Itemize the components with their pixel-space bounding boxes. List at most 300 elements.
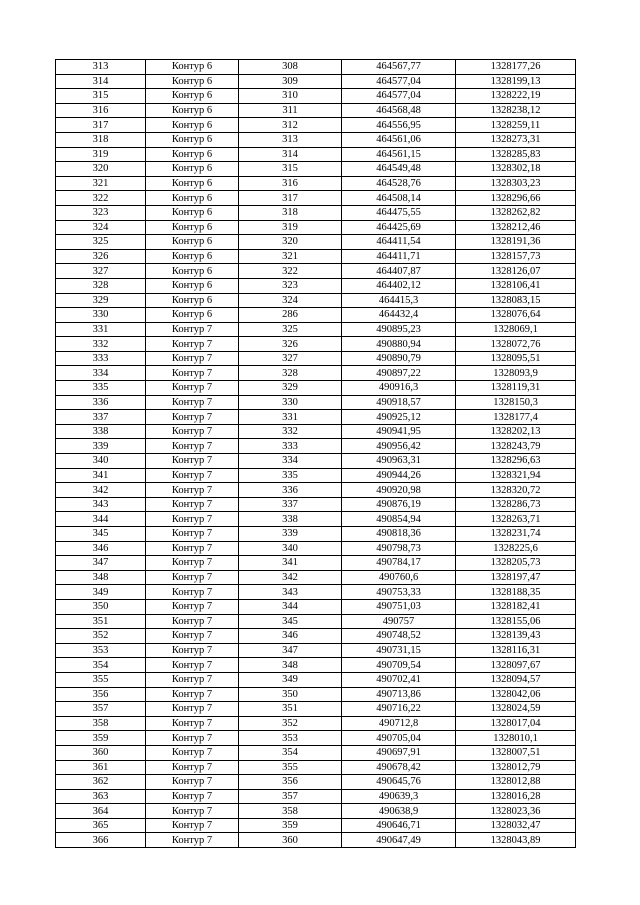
row-number-cell: 354 — [56, 658, 146, 673]
y-coordinate-cell: 1328106,41 — [456, 278, 576, 293]
row-number-cell: 340 — [56, 454, 146, 469]
row-number-cell: 339 — [56, 439, 146, 454]
row-number-cell: 325 — [56, 235, 146, 250]
row-number-cell: 333 — [56, 351, 146, 366]
table-row — [56, 818, 576, 833]
x-coordinate-cell: 464407,87 — [342, 264, 456, 279]
table-row — [56, 410, 576, 425]
x-coordinate-cell: 464508,14 — [342, 191, 456, 206]
row-number-cell: 334 — [56, 366, 146, 381]
point-number-cell: 309 — [239, 74, 342, 89]
y-coordinate-cell: 1328225,6 — [456, 541, 576, 556]
x-coordinate-cell: 490818,36 — [342, 527, 456, 542]
row-number-cell: 357 — [56, 702, 146, 717]
y-coordinate-cell: 1328116,31 — [456, 643, 576, 658]
point-number-cell: 327 — [239, 351, 342, 366]
table-row — [56, 687, 576, 702]
x-coordinate-cell: 464577,04 — [342, 89, 456, 104]
row-number-cell: 352 — [56, 629, 146, 644]
row-number-cell: 324 — [56, 220, 146, 235]
y-coordinate-cell: 1328072,76 — [456, 337, 576, 352]
y-coordinate-cell: 1328095,51 — [456, 351, 576, 366]
contour-name-cell: Контур 7 — [146, 745, 239, 760]
x-coordinate-cell: 464549,48 — [342, 162, 456, 177]
contour-name-cell: Контур 6 — [146, 176, 239, 191]
point-number-cell: 329 — [239, 381, 342, 396]
row-number-cell: 318 — [56, 132, 146, 147]
x-coordinate-cell: 490709,54 — [342, 658, 456, 673]
table-row — [56, 205, 576, 220]
x-coordinate-cell: 464425,69 — [342, 220, 456, 235]
point-number-cell: 344 — [239, 599, 342, 614]
row-number-cell: 362 — [56, 775, 146, 790]
contour-name-cell: Контур 6 — [146, 147, 239, 162]
table-row — [56, 585, 576, 600]
y-coordinate-cell: 1328150,3 — [456, 395, 576, 410]
row-number-cell: 342 — [56, 483, 146, 498]
row-number-cell: 327 — [56, 264, 146, 279]
y-coordinate-cell: 1328286,73 — [456, 497, 576, 512]
x-coordinate-cell: 464567,77 — [342, 60, 456, 75]
coordinates-table — [55, 59, 576, 848]
point-number-cell: 353 — [239, 731, 342, 746]
contour-name-cell: Контур 7 — [146, 454, 239, 469]
point-number-cell: 314 — [239, 147, 342, 162]
y-coordinate-cell: 1328016,28 — [456, 789, 576, 804]
y-coordinate-cell: 1328007,51 — [456, 745, 576, 760]
y-coordinate-cell: 1328010,1 — [456, 731, 576, 746]
contour-name-cell: Контур 7 — [146, 789, 239, 804]
contour-name-cell: Контур 7 — [146, 439, 239, 454]
contour-name-cell: Контур 7 — [146, 468, 239, 483]
contour-name-cell: Контур 7 — [146, 381, 239, 396]
table-row — [56, 278, 576, 293]
point-number-cell: 345 — [239, 614, 342, 629]
row-number-cell: 351 — [56, 614, 146, 629]
table-row — [56, 599, 576, 614]
y-coordinate-cell: 1328302,18 — [456, 162, 576, 177]
y-coordinate-cell: 1328012,88 — [456, 775, 576, 790]
point-number-cell: 312 — [239, 118, 342, 133]
y-coordinate-cell: 1328263,71 — [456, 512, 576, 527]
table-row — [56, 162, 576, 177]
point-number-cell: 332 — [239, 424, 342, 439]
x-coordinate-cell: 490784,17 — [342, 556, 456, 571]
point-number-cell: 360 — [239, 833, 342, 848]
y-coordinate-cell: 1328321,94 — [456, 468, 576, 483]
point-number-cell: 350 — [239, 687, 342, 702]
x-coordinate-cell: 464415,3 — [342, 293, 456, 308]
x-coordinate-cell: 490880,94 — [342, 337, 456, 352]
point-number-cell: 335 — [239, 468, 342, 483]
table-row — [56, 439, 576, 454]
y-coordinate-cell: 1328177,26 — [456, 60, 576, 75]
table-row — [56, 322, 576, 337]
point-number-cell: 323 — [239, 278, 342, 293]
y-coordinate-cell: 1328259,11 — [456, 118, 576, 133]
y-coordinate-cell: 1328043,89 — [456, 833, 576, 848]
contour-name-cell: Контур 7 — [146, 512, 239, 527]
x-coordinate-cell: 490918,57 — [342, 395, 456, 410]
contour-name-cell: Контур 6 — [146, 162, 239, 177]
y-coordinate-cell: 1328238,12 — [456, 103, 576, 118]
table-row — [56, 658, 576, 673]
y-coordinate-cell: 1328094,57 — [456, 672, 576, 687]
table-row — [56, 264, 576, 279]
x-coordinate-cell: 490638,9 — [342, 804, 456, 819]
point-number-cell: 320 — [239, 235, 342, 250]
contour-name-cell: Контур 6 — [146, 132, 239, 147]
x-coordinate-cell: 490920,98 — [342, 483, 456, 498]
point-number-cell: 313 — [239, 132, 342, 147]
point-number-cell: 331 — [239, 410, 342, 425]
x-coordinate-cell: 490963,31 — [342, 454, 456, 469]
x-coordinate-cell: 464432,4 — [342, 308, 456, 323]
point-number-cell: 352 — [239, 716, 342, 731]
row-number-cell: 337 — [56, 410, 146, 425]
contour-name-cell: Контур 6 — [146, 103, 239, 118]
x-coordinate-cell: 490753,33 — [342, 585, 456, 600]
x-coordinate-cell: 464402,12 — [342, 278, 456, 293]
table-row — [56, 60, 576, 75]
y-coordinate-cell: 1328296,66 — [456, 191, 576, 206]
point-number-cell: 318 — [239, 205, 342, 220]
contour-name-cell: Контур 6 — [146, 60, 239, 75]
table-row — [56, 220, 576, 235]
point-number-cell: 340 — [239, 541, 342, 556]
row-number-cell: 332 — [56, 337, 146, 352]
row-number-cell: 326 — [56, 249, 146, 264]
x-coordinate-cell: 464411,71 — [342, 249, 456, 264]
point-number-cell: 349 — [239, 672, 342, 687]
contour-name-cell: Контур 6 — [146, 249, 239, 264]
row-number-cell: 361 — [56, 760, 146, 775]
row-number-cell: 347 — [56, 556, 146, 571]
point-number-cell: 319 — [239, 220, 342, 235]
point-number-cell: 338 — [239, 512, 342, 527]
y-coordinate-cell: 1328093,9 — [456, 366, 576, 381]
y-coordinate-cell: 1328296,63 — [456, 454, 576, 469]
contour-name-cell: Контур 7 — [146, 643, 239, 658]
table-row — [56, 454, 576, 469]
row-number-cell: 356 — [56, 687, 146, 702]
coordinates-table-body — [56, 60, 576, 848]
table-row — [56, 643, 576, 658]
contour-name-cell: Контур 7 — [146, 702, 239, 717]
y-coordinate-cell: 1328157,73 — [456, 249, 576, 264]
contour-name-cell: Контур 7 — [146, 687, 239, 702]
table-row — [56, 833, 576, 848]
x-coordinate-cell: 490639,3 — [342, 789, 456, 804]
point-number-cell: 357 — [239, 789, 342, 804]
contour-name-cell: Контур 7 — [146, 599, 239, 614]
contour-name-cell: Контур 6 — [146, 205, 239, 220]
point-number-cell: 308 — [239, 60, 342, 75]
y-coordinate-cell: 1328197,47 — [456, 570, 576, 585]
point-number-cell: 359 — [239, 818, 342, 833]
x-coordinate-cell: 490713,86 — [342, 687, 456, 702]
table-row — [56, 381, 576, 396]
row-number-cell: 322 — [56, 191, 146, 206]
row-number-cell: 335 — [56, 381, 146, 396]
contour-name-cell: Контур 7 — [146, 351, 239, 366]
point-number-cell: 330 — [239, 395, 342, 410]
y-coordinate-cell: 1328024,59 — [456, 702, 576, 717]
y-coordinate-cell: 1328119,31 — [456, 381, 576, 396]
contour-name-cell: Контур 6 — [146, 264, 239, 279]
contour-name-cell: Контур 7 — [146, 410, 239, 425]
point-number-cell: 336 — [239, 483, 342, 498]
contour-name-cell: Контур 7 — [146, 483, 239, 498]
point-number-cell: 334 — [239, 454, 342, 469]
x-coordinate-cell: 490925,12 — [342, 410, 456, 425]
table-row — [56, 308, 576, 323]
point-number-cell: 354 — [239, 745, 342, 760]
row-number-cell: 355 — [56, 672, 146, 687]
x-coordinate-cell: 464577,04 — [342, 74, 456, 89]
contour-name-cell: Контур 7 — [146, 322, 239, 337]
x-coordinate-cell: 490916,3 — [342, 381, 456, 396]
point-number-cell: 358 — [239, 804, 342, 819]
y-coordinate-cell: 1328303,23 — [456, 176, 576, 191]
point-number-cell: 321 — [239, 249, 342, 264]
row-number-cell: 313 — [56, 60, 146, 75]
table-row — [56, 395, 576, 410]
table-row — [56, 702, 576, 717]
x-coordinate-cell: 490716,22 — [342, 702, 456, 717]
y-coordinate-cell: 1328076,64 — [456, 308, 576, 323]
table-row — [56, 74, 576, 89]
table-row — [56, 570, 576, 585]
table-row — [56, 235, 576, 250]
contour-name-cell: Контур 7 — [146, 585, 239, 600]
point-number-cell: 339 — [239, 527, 342, 542]
point-number-cell: 316 — [239, 176, 342, 191]
contour-name-cell: Контур 6 — [146, 308, 239, 323]
point-number-cell: 328 — [239, 366, 342, 381]
point-number-cell: 322 — [239, 264, 342, 279]
x-coordinate-cell: 490697,91 — [342, 745, 456, 760]
contour-name-cell: Контур 6 — [146, 191, 239, 206]
row-number-cell: 315 — [56, 89, 146, 104]
table-row — [56, 541, 576, 556]
row-number-cell: 343 — [56, 497, 146, 512]
row-number-cell: 344 — [56, 512, 146, 527]
x-coordinate-cell: 490897,22 — [342, 366, 456, 381]
x-coordinate-cell: 490712,8 — [342, 716, 456, 731]
x-coordinate-cell: 490760,6 — [342, 570, 456, 585]
x-coordinate-cell: 490944,26 — [342, 468, 456, 483]
y-coordinate-cell: 1328023,36 — [456, 804, 576, 819]
point-number-cell: 347 — [239, 643, 342, 658]
x-coordinate-cell: 464475,55 — [342, 205, 456, 220]
y-coordinate-cell: 1328042,06 — [456, 687, 576, 702]
y-coordinate-cell: 1328083,15 — [456, 293, 576, 308]
point-number-cell: 325 — [239, 322, 342, 337]
contour-name-cell: Контур 6 — [146, 220, 239, 235]
table-row — [56, 497, 576, 512]
row-number-cell: 314 — [56, 74, 146, 89]
table-row — [56, 614, 576, 629]
table-row — [56, 89, 576, 104]
x-coordinate-cell: 490941,95 — [342, 424, 456, 439]
y-coordinate-cell: 1328231,74 — [456, 527, 576, 542]
table-row — [56, 249, 576, 264]
y-coordinate-cell: 1328285,83 — [456, 147, 576, 162]
x-coordinate-cell: 490702,41 — [342, 672, 456, 687]
point-number-cell: 310 — [239, 89, 342, 104]
row-number-cell: 341 — [56, 468, 146, 483]
contour-name-cell: Контур 6 — [146, 89, 239, 104]
contour-name-cell: Контур 6 — [146, 235, 239, 250]
contour-name-cell: Контур 7 — [146, 731, 239, 746]
table-row — [56, 672, 576, 687]
contour-name-cell: Контур 7 — [146, 614, 239, 629]
x-coordinate-cell: 490678,42 — [342, 760, 456, 775]
x-coordinate-cell: 490646,71 — [342, 818, 456, 833]
table-row — [56, 731, 576, 746]
x-coordinate-cell: 490645,76 — [342, 775, 456, 790]
y-coordinate-cell: 1328191,36 — [456, 235, 576, 250]
row-number-cell: 364 — [56, 804, 146, 819]
point-number-cell: 337 — [239, 497, 342, 512]
x-coordinate-cell: 490731,15 — [342, 643, 456, 658]
point-number-cell: 324 — [239, 293, 342, 308]
table-row — [56, 351, 576, 366]
table-row — [56, 468, 576, 483]
row-number-cell: 331 — [56, 322, 146, 337]
point-number-cell: 346 — [239, 629, 342, 644]
x-coordinate-cell: 464561,06 — [342, 132, 456, 147]
table-row — [56, 483, 576, 498]
y-coordinate-cell: 1328012,79 — [456, 760, 576, 775]
table-row — [56, 512, 576, 527]
point-number-cell: 348 — [239, 658, 342, 673]
x-coordinate-cell: 490705,04 — [342, 731, 456, 746]
table-row — [56, 424, 576, 439]
x-coordinate-cell: 464568,48 — [342, 103, 456, 118]
y-coordinate-cell: 1328205,73 — [456, 556, 576, 571]
contour-name-cell: Контур 7 — [146, 366, 239, 381]
contour-name-cell: Контур 7 — [146, 556, 239, 571]
row-number-cell: 353 — [56, 643, 146, 658]
table-row — [56, 556, 576, 571]
table-row — [56, 191, 576, 206]
y-coordinate-cell: 1328320,72 — [456, 483, 576, 498]
x-coordinate-cell: 490647,49 — [342, 833, 456, 848]
y-coordinate-cell: 1328097,67 — [456, 658, 576, 673]
table-row — [56, 132, 576, 147]
point-number-cell: 342 — [239, 570, 342, 585]
x-coordinate-cell: 490956,42 — [342, 439, 456, 454]
table-row — [56, 629, 576, 644]
row-number-cell: 321 — [56, 176, 146, 191]
contour-name-cell: Контур 6 — [146, 118, 239, 133]
contour-name-cell: Контур 7 — [146, 629, 239, 644]
point-number-cell: 343 — [239, 585, 342, 600]
contour-name-cell: Контур 7 — [146, 716, 239, 731]
y-coordinate-cell: 1328212,46 — [456, 220, 576, 235]
point-number-cell: 317 — [239, 191, 342, 206]
contour-name-cell: Контур 7 — [146, 818, 239, 833]
row-number-cell: 350 — [56, 599, 146, 614]
row-number-cell: 336 — [56, 395, 146, 410]
x-coordinate-cell: 490798,73 — [342, 541, 456, 556]
row-number-cell: 338 — [56, 424, 146, 439]
contour-name-cell: Контур 7 — [146, 672, 239, 687]
point-number-cell: 355 — [239, 760, 342, 775]
contour-name-cell: Контур 7 — [146, 804, 239, 819]
row-number-cell: 349 — [56, 585, 146, 600]
row-number-cell: 317 — [56, 118, 146, 133]
x-coordinate-cell: 490876,19 — [342, 497, 456, 512]
x-coordinate-cell: 490748,52 — [342, 629, 456, 644]
row-number-cell: 345 — [56, 527, 146, 542]
point-number-cell: 315 — [239, 162, 342, 177]
table-row — [56, 760, 576, 775]
contour-name-cell: Контур 6 — [146, 74, 239, 89]
contour-name-cell: Контур 7 — [146, 658, 239, 673]
y-coordinate-cell: 1328139,43 — [456, 629, 576, 644]
x-coordinate-cell: 490895,23 — [342, 322, 456, 337]
row-number-cell: 323 — [56, 205, 146, 220]
x-coordinate-cell: 464411,54 — [342, 235, 456, 250]
contour-name-cell: Контур 7 — [146, 395, 239, 410]
contour-name-cell: Контур 6 — [146, 293, 239, 308]
row-number-cell: 328 — [56, 278, 146, 293]
y-coordinate-cell: 1328017,04 — [456, 716, 576, 731]
table-row — [56, 527, 576, 542]
x-coordinate-cell: 464556,95 — [342, 118, 456, 133]
row-number-cell: 366 — [56, 833, 146, 848]
contour-name-cell: Контур 7 — [146, 527, 239, 542]
y-coordinate-cell: 1328262,82 — [456, 205, 576, 220]
y-coordinate-cell: 1328222,19 — [456, 89, 576, 104]
table-row — [56, 103, 576, 118]
y-coordinate-cell: 1328188,35 — [456, 585, 576, 600]
contour-name-cell: Контур 7 — [146, 760, 239, 775]
row-number-cell: 348 — [56, 570, 146, 585]
table-row — [56, 176, 576, 191]
point-number-cell: 326 — [239, 337, 342, 352]
y-coordinate-cell: 1328202,13 — [456, 424, 576, 439]
y-coordinate-cell: 1328032,47 — [456, 818, 576, 833]
row-number-cell: 346 — [56, 541, 146, 556]
contour-name-cell: Контур 6 — [146, 278, 239, 293]
point-number-cell: 333 — [239, 439, 342, 454]
y-coordinate-cell: 1328069,1 — [456, 322, 576, 337]
row-number-cell: 320 — [56, 162, 146, 177]
table-row — [56, 716, 576, 731]
contour-name-cell: Контур 7 — [146, 570, 239, 585]
row-number-cell: 316 — [56, 103, 146, 118]
x-coordinate-cell: 490890,79 — [342, 351, 456, 366]
table-row — [56, 147, 576, 162]
contour-name-cell: Контур 7 — [146, 541, 239, 556]
contour-name-cell: Контур 7 — [146, 497, 239, 512]
x-coordinate-cell: 490854,94 — [342, 512, 456, 527]
row-number-cell: 363 — [56, 789, 146, 804]
y-coordinate-cell: 1328126,07 — [456, 264, 576, 279]
x-coordinate-cell: 490757 — [342, 614, 456, 629]
contour-name-cell: Контур 7 — [146, 775, 239, 790]
row-number-cell: 358 — [56, 716, 146, 731]
point-number-cell: 351 — [239, 702, 342, 717]
table-row — [56, 789, 576, 804]
table-row — [56, 745, 576, 760]
table-row — [56, 337, 576, 352]
contour-name-cell: Контур 7 — [146, 337, 239, 352]
